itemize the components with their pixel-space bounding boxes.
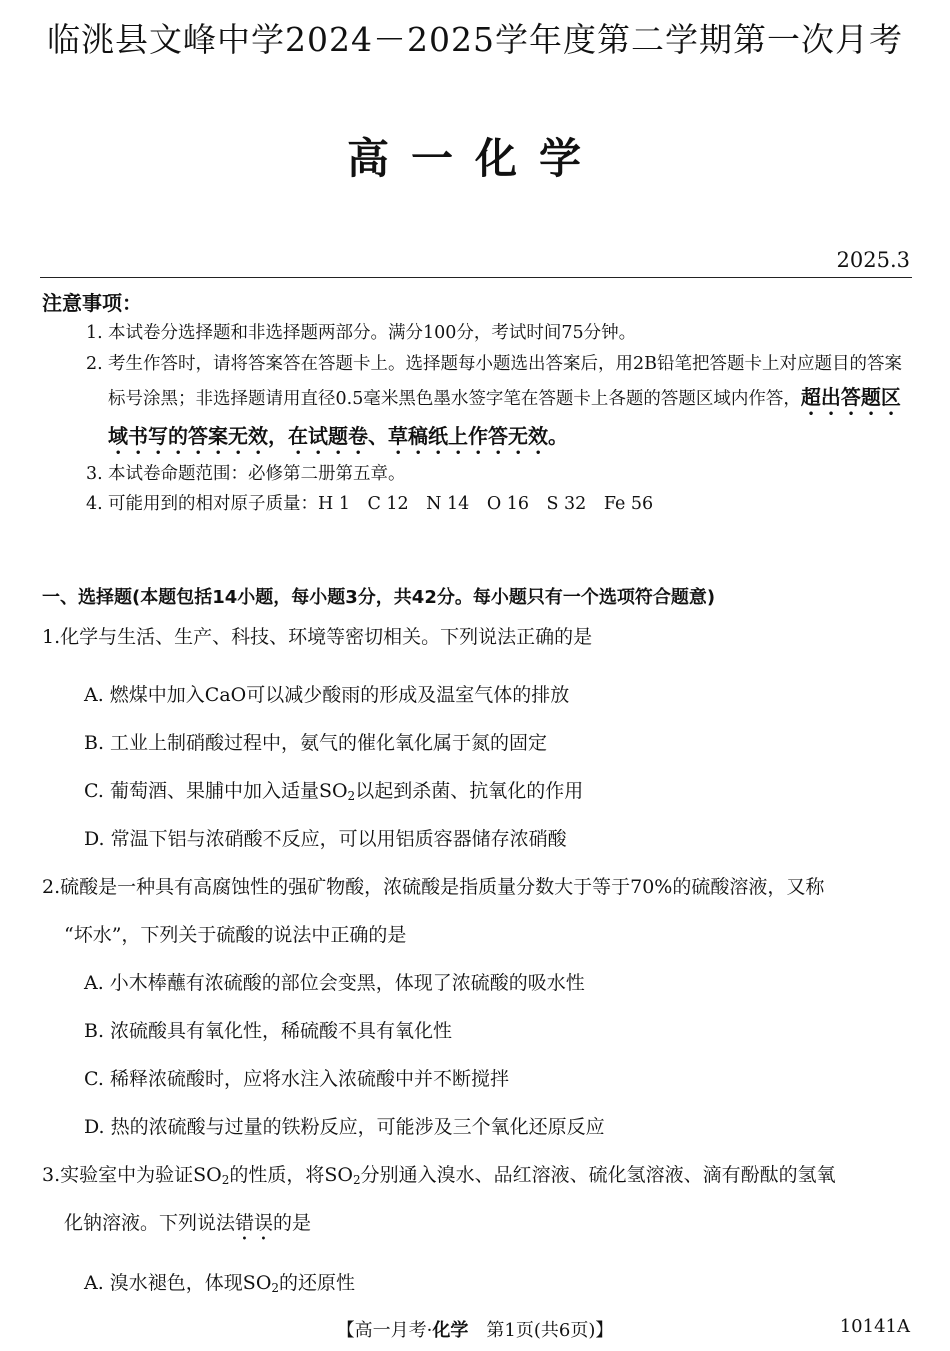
notice-heading: 注意事项： (42, 291, 142, 315)
option-text: 以起到杀菌、抗氧化的作用 (355, 780, 584, 802)
question-2-option-c: C. 稀释浓硫酸时，应将水注入浓硫酸中并不断搅拌 (84, 1068, 509, 1090)
notice-item-number: 2. (86, 354, 103, 374)
notice-item-number: 1. (86, 323, 103, 343)
footer-left: 【高一月考· (336, 1320, 433, 1341)
notice-item-4 (86, 489, 912, 519)
school-exam-title: 临洮县文峰中学2024－2025学年度第二学期第一次月考 (47, 20, 903, 59)
subscript: 2 (221, 1173, 230, 1187)
question-1-option-b: B. 工业上制硝酸过程中，氨气的催化氧化属于氮的固定 (84, 732, 548, 754)
footer-page-info: 第1页(共6页)】 (468, 1320, 614, 1341)
footer-subject: 化学 (432, 1320, 469, 1341)
question-2-option-b: B. 浓硫酸具有氧化性，稀硫酸不具有氧化性 (84, 1020, 453, 1042)
notice-emphasis-text: 超出答题区域书写的答案无效，在试题卷、草稿纸上作答无效。 (108, 385, 901, 448)
question-2-stem-line-2: “坏水”，下列关于硫酸的说法中正确的是 (64, 924, 407, 946)
notice-item-number: 3. (86, 464, 103, 484)
notice-item-1 (86, 318, 912, 348)
question-2-option-a: A. 小木棒蘸有浓硫酸的部位会变黑，体现了浓硫酸的吸水性 (84, 972, 585, 994)
question-2-option-d: D. 热的浓硫酸与过量的铁粉反应，可能涉及三个氧化还原反应 (84, 1116, 605, 1138)
stem-text: 3.实验室中为验证SO (42, 1164, 222, 1186)
notice-item-text: 本试卷分选择题和非选择题两部分。满分100分，考试时间75分钟。 (108, 323, 637, 343)
question-3-stem-line-2 (64, 1208, 934, 1245)
stem-text: 的是 (273, 1212, 312, 1234)
stem-text: 的性质，将SO (229, 1164, 353, 1186)
section-heading: 一、选择题(本题包括14小题，每小题3分，共42分。每小题只有一个选项符合题意) (42, 587, 716, 608)
notice-item-number: 4. (86, 494, 103, 514)
notice-item-2 (86, 348, 912, 459)
question-2-stem-line-1: 2.硫酸是一种具有高腐蚀性的强矿物酸，浓硫酸是指质量分数大于等于70%的硫酸溶液，又称 (42, 876, 825, 898)
notice-item-text: 本试卷命题范围：必修第二册第五章。 (108, 464, 406, 484)
option-text: A. 溴水褪色，体现SO (84, 1272, 272, 1294)
question-1-option-d: D. 常温下铝与浓硝酸不反应，可以用铝质容器储存浓硝酸 (84, 828, 567, 850)
subject-title: 高一化学 (346, 134, 603, 183)
page-footer (0, 1316, 950, 1342)
exam-date: 2025.3 (836, 248, 910, 272)
subscript: 2 (271, 1281, 280, 1295)
notice-list (86, 318, 912, 519)
emphasis-word: 错误 (235, 1212, 274, 1234)
header-divider (40, 277, 912, 278)
notice-item-text: 考生作答时，请将答案答在答题卡上。选择题每小题选出答案后，用2B铅笔把答题卡上对应题目的答案标号涂黑；非选择题请用直径0.5毫米黑色墨水签字笔在答题卡上各题的答题区域内作答， (108, 354, 902, 409)
question-1-option-a: A. 燃煤中加入CaO可以减少酸雨的形成及温室气体的排放 (84, 684, 570, 706)
question-1-stem: 1.化学与生活、生产、科技、环境等密切相关。下列说法正确的是 (42, 626, 593, 648)
notice-item-text: 可能用到的相对原子质量：H 1 C 12 N 14 O 16 S 32 Fe 56 (108, 494, 654, 514)
question-3-stem-line-1 (42, 1160, 912, 1187)
paper-code: 10141A (839, 1316, 910, 1337)
question-1-option-c (84, 776, 583, 803)
option-text: 的还原性 (279, 1272, 356, 1294)
subscript: 2 (352, 1173, 361, 1187)
notice-item-3 (86, 459, 912, 489)
stem-text: 化钠溶液。下列说法 (64, 1212, 236, 1234)
subscript: 2 (347, 789, 356, 803)
question-3-option-a (84, 1268, 355, 1295)
stem-text: 分别通入溴水、品红溶液、硫化氢溶液、滴有酚酞的氢氧 (360, 1164, 836, 1186)
option-text: C. 葡萄酒、果脯中加入适量SO (84, 780, 348, 802)
